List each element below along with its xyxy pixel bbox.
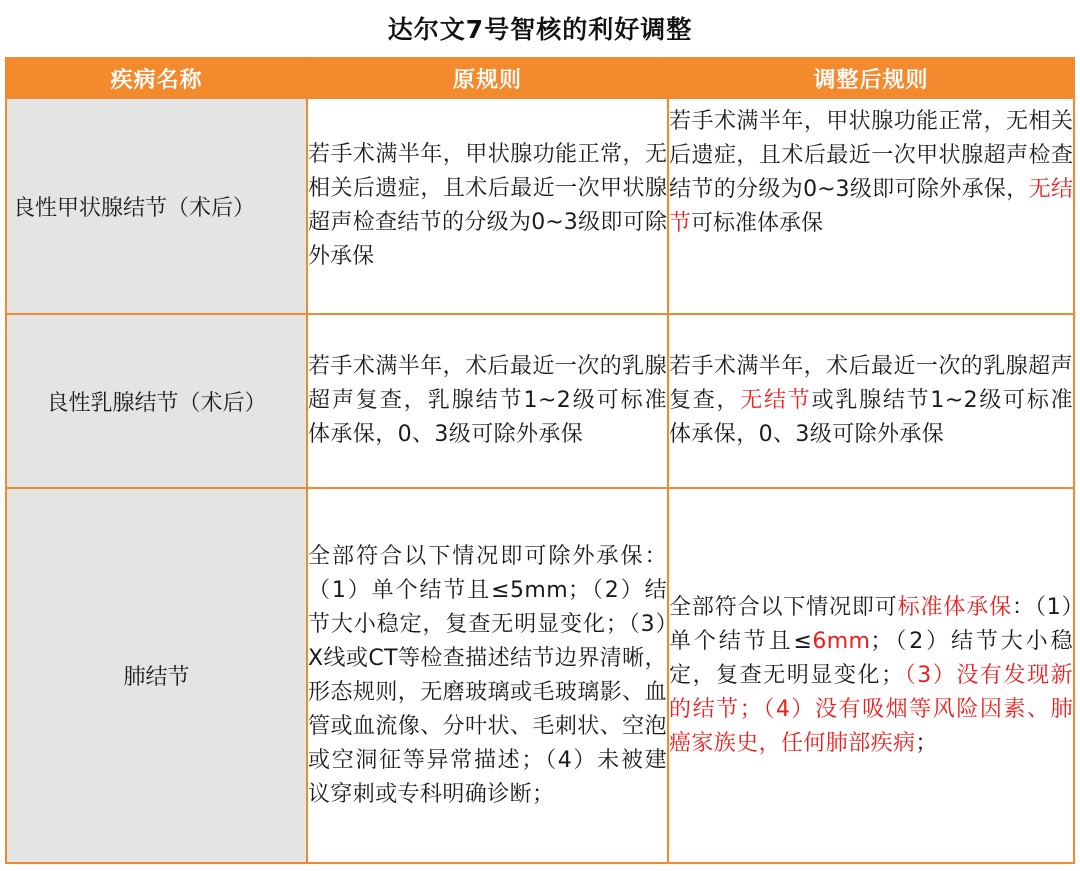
adjusted-rule-text: ；（2）结节大小稳定，复查无明显变化； — [669, 628, 1073, 688]
disease-name-cell: 良性甲状腺结节（术后） — [6, 98, 307, 314]
adjusted-rule-text: 若手术满半年，术后最近一次的乳腺超声复查， — [669, 354, 1073, 413]
header-adjusted-rule: 调整后规则 — [668, 58, 1074, 98]
rules-comparison-table — [5, 57, 1075, 864]
original-rule-cell: 若手术满半年，术后最近一次的乳腺超声复查，乳腺结节1~2级可标准体承保，0、3级可除外承保 — [307, 314, 668, 488]
adjusted-rule-cell — [668, 98, 1074, 314]
header-disease-name: 疾病名称 — [6, 58, 307, 98]
adjusted-rule-cell — [668, 488, 1074, 863]
page-title: 达尔文7号智核的利好调整 — [387, 15, 693, 44]
adjusted-rule-text: 可标准体承保 — [691, 211, 824, 236]
original-rule-cell: 若手术满半年，甲状腺功能正常，无相关后遗症，且术后最近一次甲状腺超声检查结节的分级为0~3级即可除外承保 — [307, 98, 668, 314]
adjusted-rule-cell — [668, 314, 1074, 488]
disease-name-cell: 良性乳腺结节（术后） — [6, 314, 307, 488]
table-row — [6, 98, 1074, 314]
highlight-text: 标准体承保 — [897, 594, 1012, 620]
highlight-text: （3）没有发现新的结节；（4）没有吸烟等风险因素、肺癌家族史，任何肺部疾病 — [669, 662, 1073, 756]
adjusted-rule-text: ； — [915, 730, 938, 756]
disease-name-cell: 肺结节 — [6, 488, 307, 863]
highlight-text: 无结节 — [669, 177, 1073, 236]
adjusted-rule-text: 或乳腺结节1~2级可标准体承保，0、3级可除外承保 — [669, 388, 1074, 447]
table-row — [6, 314, 1074, 488]
adjusted-rule-text: ：（1）单个结节且≤ — [669, 594, 1073, 654]
table-header-row — [6, 58, 1074, 98]
highlight-text: 无结节 — [740, 388, 812, 413]
original-rule-cell: 全部符合以下情况即可除外承保：（1）单个结节且≤5mm；（2）结节大小稳定，复查无明显变化；（3）X线或CT等检查描述结节边界清晰，形态规则，无磨玻璃或毛玻璃影、血管或血流像、分叶状、毛刺状、空泡或空洞征等异常描述；（4）未被建议穿刺或专科明确诊断； — [307, 488, 668, 863]
header-original-rule: 原规则 — [307, 58, 668, 98]
table-row — [6, 488, 1074, 863]
highlight-text: 6mm — [812, 628, 871, 654]
adjusted-rule-text: 若手术满半年，甲状腺功能正常，无相关后遗症，且术后最近一次甲状腺超声检查结节的分级为0~3级即可除外承保， — [669, 109, 1073, 202]
adjusted-rule-text: 全部符合以下情况即可 — [669, 594, 898, 620]
